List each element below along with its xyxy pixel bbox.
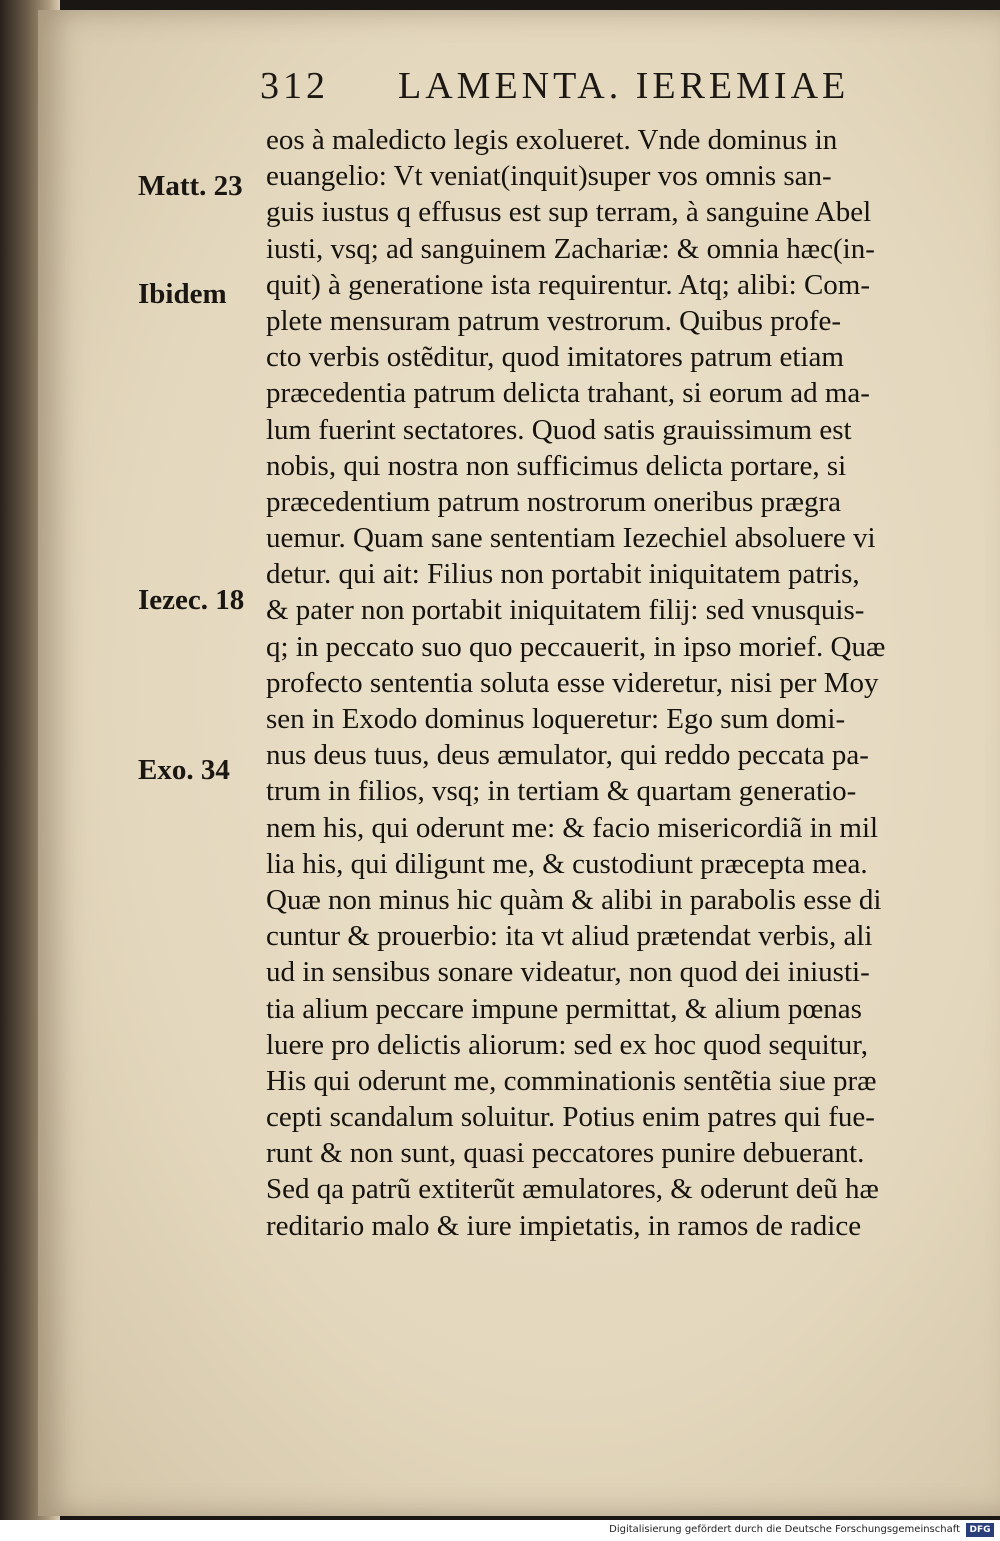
text-line: præcedentia patrum delicta trahant, si eorum ad ma- bbox=[266, 377, 870, 410]
text-line: reditario malo & iure impietatis, in ramos de radice bbox=[266, 1209, 862, 1242]
text-line: sen in Exodo dominus loqueretur: Ego sum domi- bbox=[266, 703, 846, 735]
text-line: & pater non portabit iniquitatem filij: sed vnusquis- bbox=[266, 594, 865, 627]
text-line: cto verbis ostẽditur, quod imitatores patrum etiam bbox=[266, 341, 844, 374]
text-line: iusti, vsq; ad sanguinem Zachariæ: & omnia hæc(in- bbox=[266, 232, 875, 265]
text-line: His qui oderunt me, comminationis sentẽtia siue præ bbox=[266, 1064, 877, 1097]
page-header bbox=[260, 64, 960, 114]
text-line: Sed qa patrũ extiterũt æmulatores, & oderunt deũ hæ bbox=[266, 1173, 879, 1206]
margin-note-exo: Exo. 34 bbox=[138, 754, 230, 786]
text-line: nus deus tuus, deus æmulator, qui reddo peccata pa- bbox=[266, 739, 869, 772]
text-line: euangelio: Vt veniat(inquit)super vos omnis san- bbox=[266, 160, 832, 193]
funding-credit: Digitalisierung gefördert durch die Deutsche Forschungsgemeinschaft bbox=[609, 1524, 960, 1535]
text-line: ud in sensibus sonare videatur, non quod dei iniusti- bbox=[266, 956, 870, 989]
running-head: LAMENTA. IEREMIAE bbox=[398, 65, 850, 107]
text-line: luere pro delictis aliorum: sed ex hoc quod sequitur, bbox=[266, 1028, 869, 1061]
book-page bbox=[38, 10, 1000, 1516]
text-line: Quæ non minus hic quàm & alibi in parabolis esse di bbox=[266, 883, 882, 916]
text-line: lia his, qui diligunt me, & custodiunt præcepta mea. bbox=[266, 847, 868, 880]
margin-note-matt: Matt. 23 bbox=[138, 170, 243, 202]
body-text bbox=[266, 122, 982, 1244]
text-line: tia alium peccare impune permittat, & alium pœnas bbox=[266, 992, 862, 1025]
text-line: lum fuerint sectatores. Quod satis grauissimum est bbox=[266, 413, 852, 446]
text-line: eos à maledicto legis exolueret. Vnde dominus in bbox=[266, 124, 838, 156]
text-line: plete mensuram patrum vestrorum. Quibus profe- bbox=[266, 304, 842, 337]
text-line: nobis, qui nostra non sufficimus delicta portare, si bbox=[266, 449, 847, 482]
dfg-logo: DFG bbox=[966, 1523, 994, 1537]
text-line: nem his, qui oderunt me: & facio misericordiã in mil bbox=[266, 811, 879, 844]
digitization-footer bbox=[0, 1520, 1000, 1541]
page-number: 312 bbox=[260, 65, 329, 107]
margin-note-iezec: Iezec. 18 bbox=[138, 584, 245, 616]
text-line: detur. qui ait: Filius non portabit iniquitatem patris, bbox=[266, 558, 860, 591]
text-line: præcedentium patrum nostrorum oneribus prægra bbox=[266, 485, 842, 518]
text-line: cuntur & prouerbio: ita vt aliud prætendat verbis, ali bbox=[266, 920, 873, 953]
text-line: cepti scandalum soluitur. Potius enim patres qui fue- bbox=[266, 1101, 875, 1134]
text-line: profecto sententia soluta esse videretur, nisi per Moy bbox=[266, 666, 879, 699]
margin-note-ibidem: Ibidem bbox=[138, 278, 227, 310]
text-line: trum in filios, vsq; in tertiam & quartam generatio- bbox=[266, 775, 857, 808]
text-line: quit) à generatione ista requirentur. Atq; alibi: Com- bbox=[266, 268, 871, 301]
text-line: runt & non sunt, quasi peccatores punire debuerant. bbox=[266, 1137, 865, 1170]
text-line: guis iustus q effusus est sup terram, à sanguine Abel bbox=[266, 196, 872, 229]
text-line: uemur. Quam sane sententiam Iezechiel absoluere vi bbox=[266, 522, 876, 555]
text-line: q; in peccato suo quo peccauerit, in ipso morief. Quæ bbox=[266, 630, 886, 663]
